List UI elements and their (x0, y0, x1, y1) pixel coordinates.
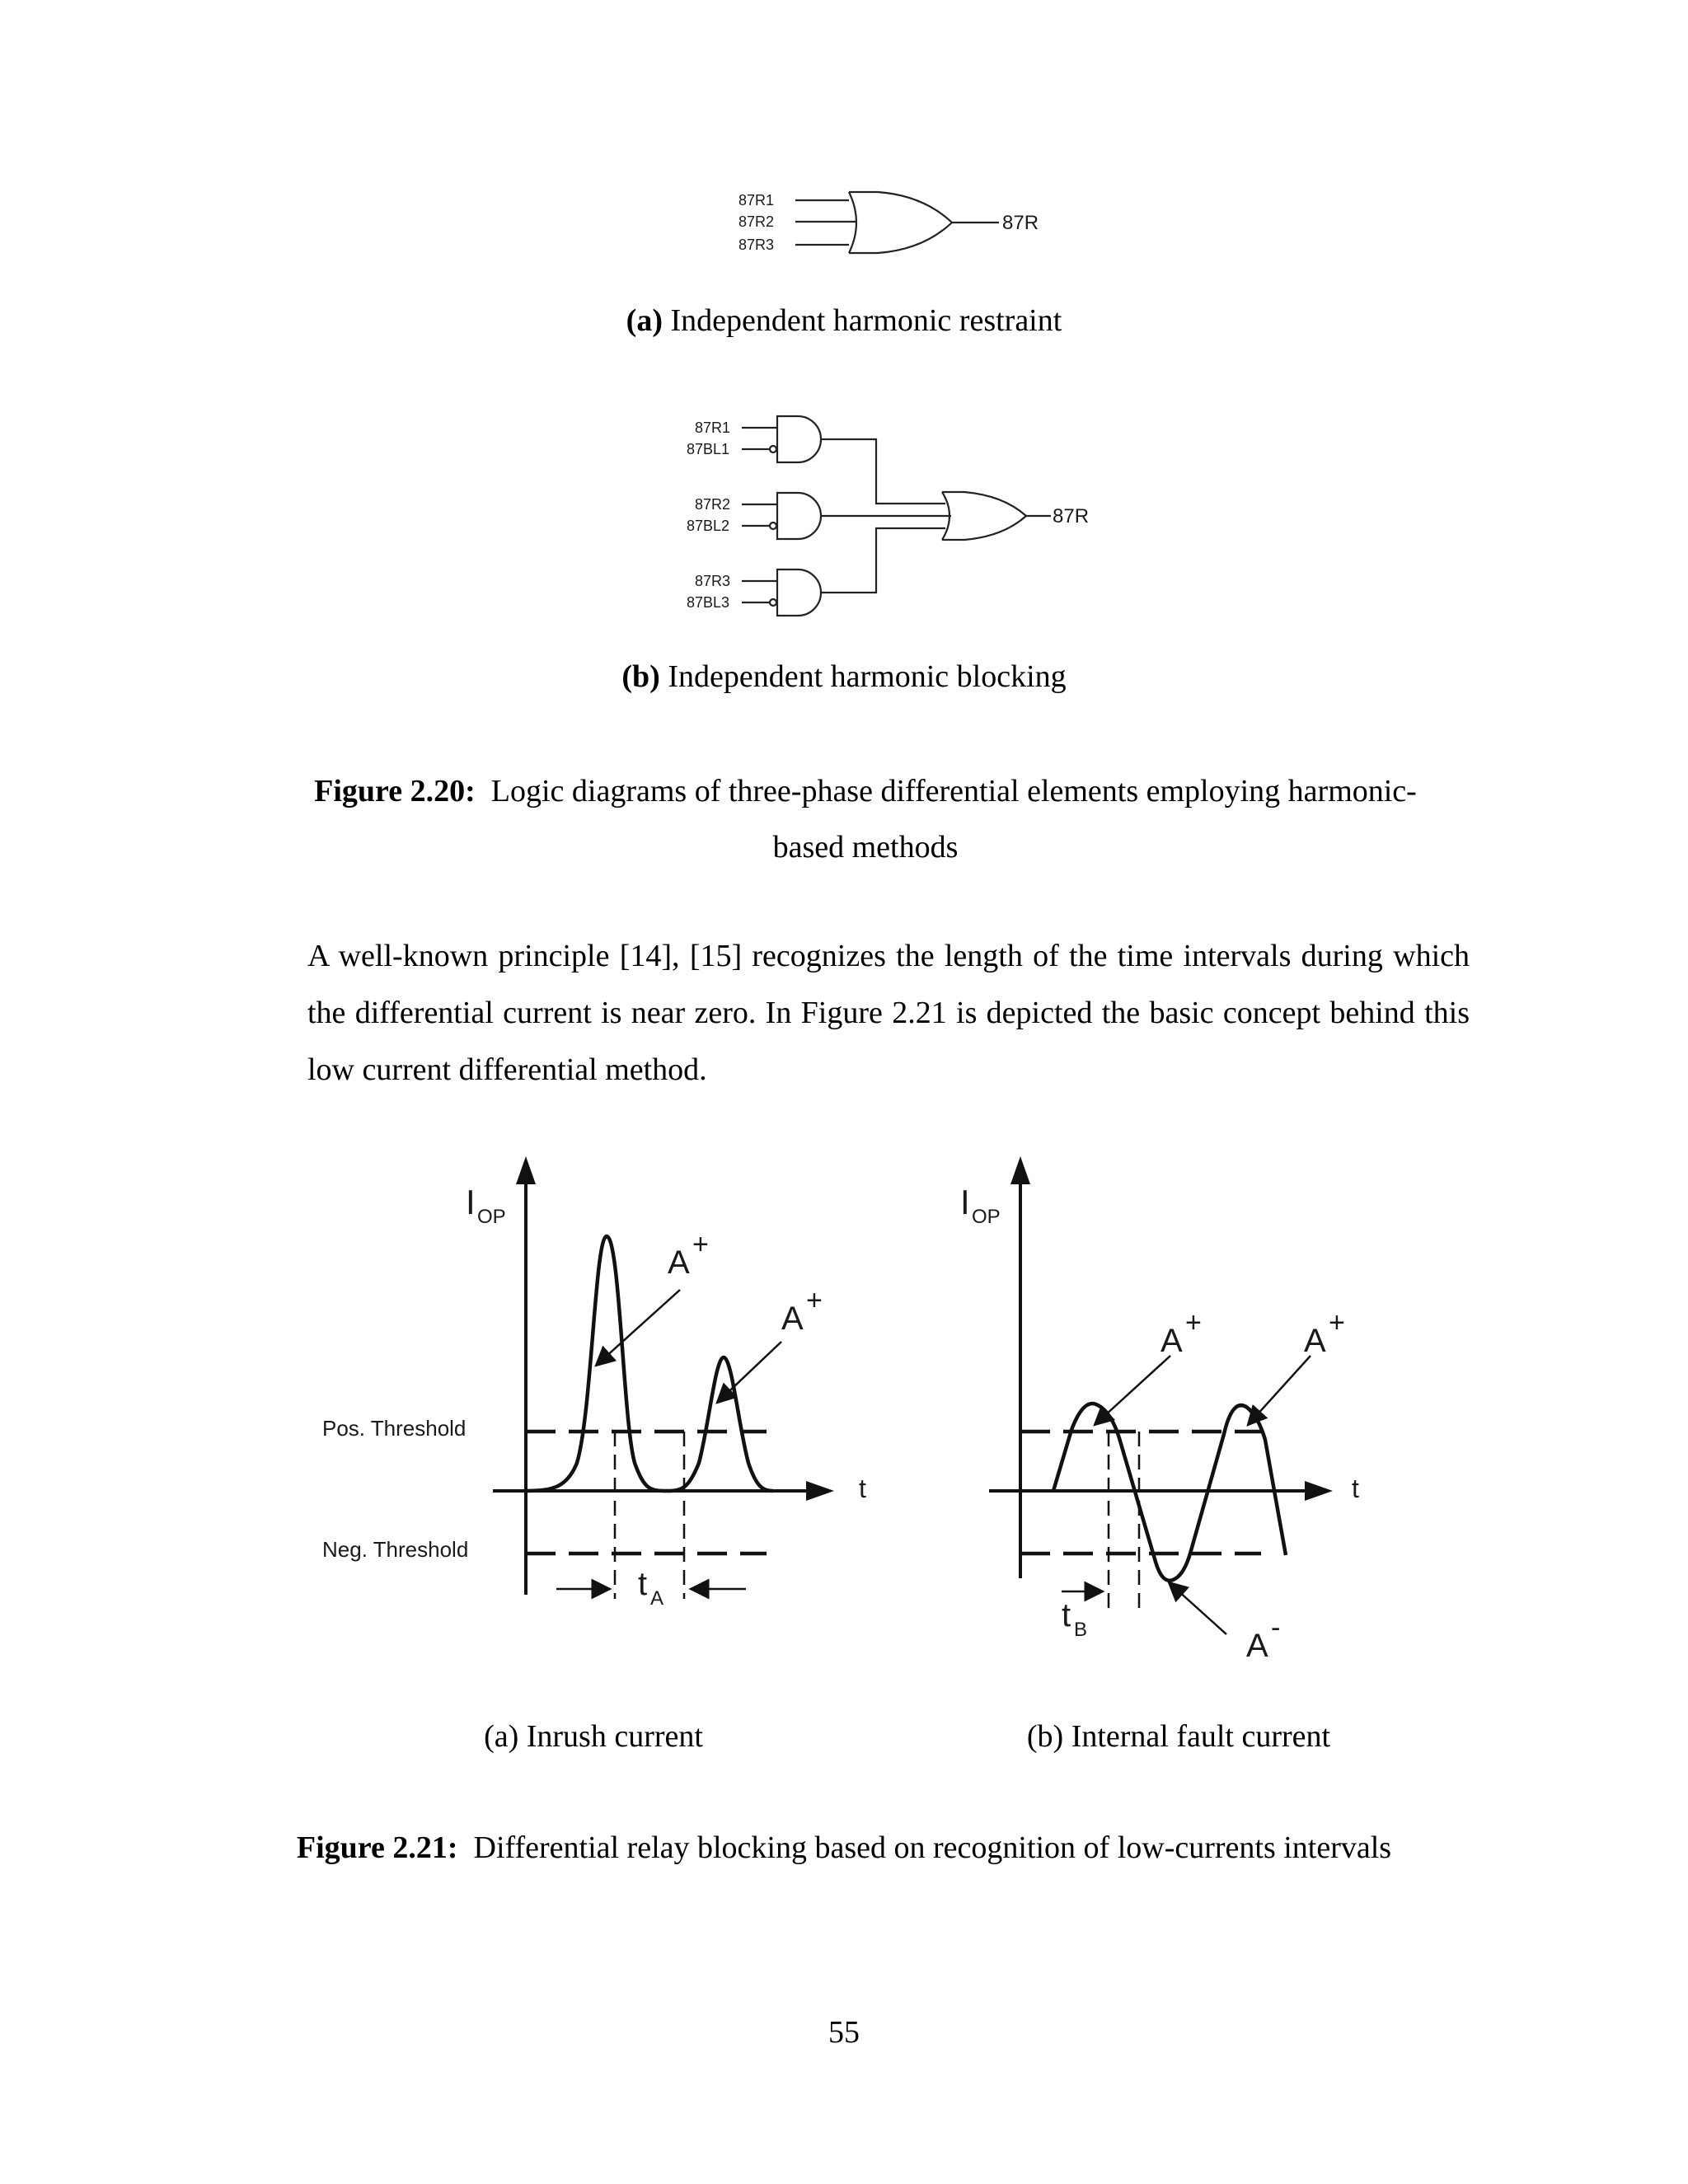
subfigure-caption-b (0, 657, 1688, 696)
figure-caption-2-20 (247, 763, 1484, 875)
subfigure-caption-fault: (b) Internal fault current (1026, 1719, 1331, 1754)
y-axis-label: I (466, 1183, 476, 1221)
neg-threshold-label: Neg. Threshold (322, 1537, 469, 1562)
t-a-label: t (638, 1566, 648, 1602)
t-b-subscript: B (1074, 1619, 1088, 1641)
internal-fault-panel (960, 1156, 1359, 1664)
input-label: 87R1 (738, 192, 775, 209)
input-label: 87BL3 (687, 594, 730, 611)
inrush-current-panel (322, 1156, 866, 1610)
caption-tag: (a) (626, 303, 663, 338)
subfigure-caption-a (0, 301, 1688, 340)
figure-caption-2-21 (0, 1828, 1688, 1868)
x-axis-arrowhead (806, 1481, 834, 1501)
subfigure-caption-inrush: (a) Inrush current (484, 1719, 703, 1754)
caption-tag: (b) (621, 659, 660, 694)
input-label: 87BL2 (687, 518, 730, 534)
output-label: 87R (1002, 212, 1039, 234)
a-plus-label: A (1160, 1323, 1183, 1359)
y-axis-arrowhead (1010, 1156, 1030, 1184)
and-gate (777, 569, 821, 616)
output-label: 87R (1053, 505, 1090, 527)
plus-superscript: + (1185, 1307, 1202, 1338)
plus-superscript: + (806, 1285, 823, 1316)
caption-text: Independent harmonic restraint (662, 303, 1062, 338)
and-or-gate-diagram (680, 408, 1109, 622)
a-plus-label: A (1304, 1323, 1326, 1359)
inrush-waveform (526, 1236, 773, 1491)
low-current-interval-diagram (305, 1150, 1401, 1677)
y-axis-label: I (960, 1183, 970, 1221)
caption-text: Logic diagrams of three-phase differential elements employing harmonic- (475, 774, 1417, 808)
and-gate (777, 493, 821, 539)
or-gate-body (942, 492, 1026, 540)
input-label: 87R2 (695, 496, 731, 513)
t-b-label: t (1062, 1597, 1071, 1633)
y-axis-arrowhead (516, 1156, 536, 1184)
x-axis-label: t (859, 1474, 866, 1503)
y-axis-subscript: OP (972, 1206, 1001, 1228)
or-gate-body (849, 192, 952, 253)
caption-line (247, 763, 1484, 819)
a-plus-label: A (668, 1244, 690, 1281)
t-a-subscript: A (650, 1587, 664, 1610)
or-gate-diagram (725, 185, 1055, 268)
body-paragraph: A well-known principle [14], [15] recognizes the length of the time intervals during which the differential current is near zero. In Figure 2.21 is depicted the basic concept behind this low current differential method. (307, 939, 1470, 1087)
caption-text: Independent harmonic blocking (659, 659, 1067, 694)
pos-threshold-label: Pos. Threshold (322, 1416, 467, 1441)
a-plus-label: A (781, 1301, 804, 1337)
caption-text: Differential relay blocking based on recognition of low-currents intervals (457, 1830, 1392, 1865)
input-label: 87BL1 (687, 441, 730, 457)
input-label: 87R1 (695, 419, 731, 436)
x-axis-arrowhead (1305, 1481, 1333, 1501)
plus-superscript: + (692, 1229, 709, 1260)
page-number: 55 (828, 2015, 860, 2050)
input-label: 87R3 (738, 237, 775, 253)
figure-label: Figure 2.20: (314, 774, 476, 808)
and-gate (777, 416, 821, 462)
x-axis-label: t (1352, 1474, 1359, 1503)
plus-superscript: + (1329, 1307, 1345, 1338)
input-label: 87R2 (738, 213, 775, 230)
input-label: 87R3 (695, 573, 731, 589)
minus-superscript: - (1271, 1612, 1281, 1643)
y-axis-subscript: OP (477, 1206, 506, 1228)
figure-label: Figure 2.21: (296, 1830, 458, 1865)
caption-line: based methods (772, 830, 959, 865)
a-minus-label: A (1246, 1628, 1268, 1664)
